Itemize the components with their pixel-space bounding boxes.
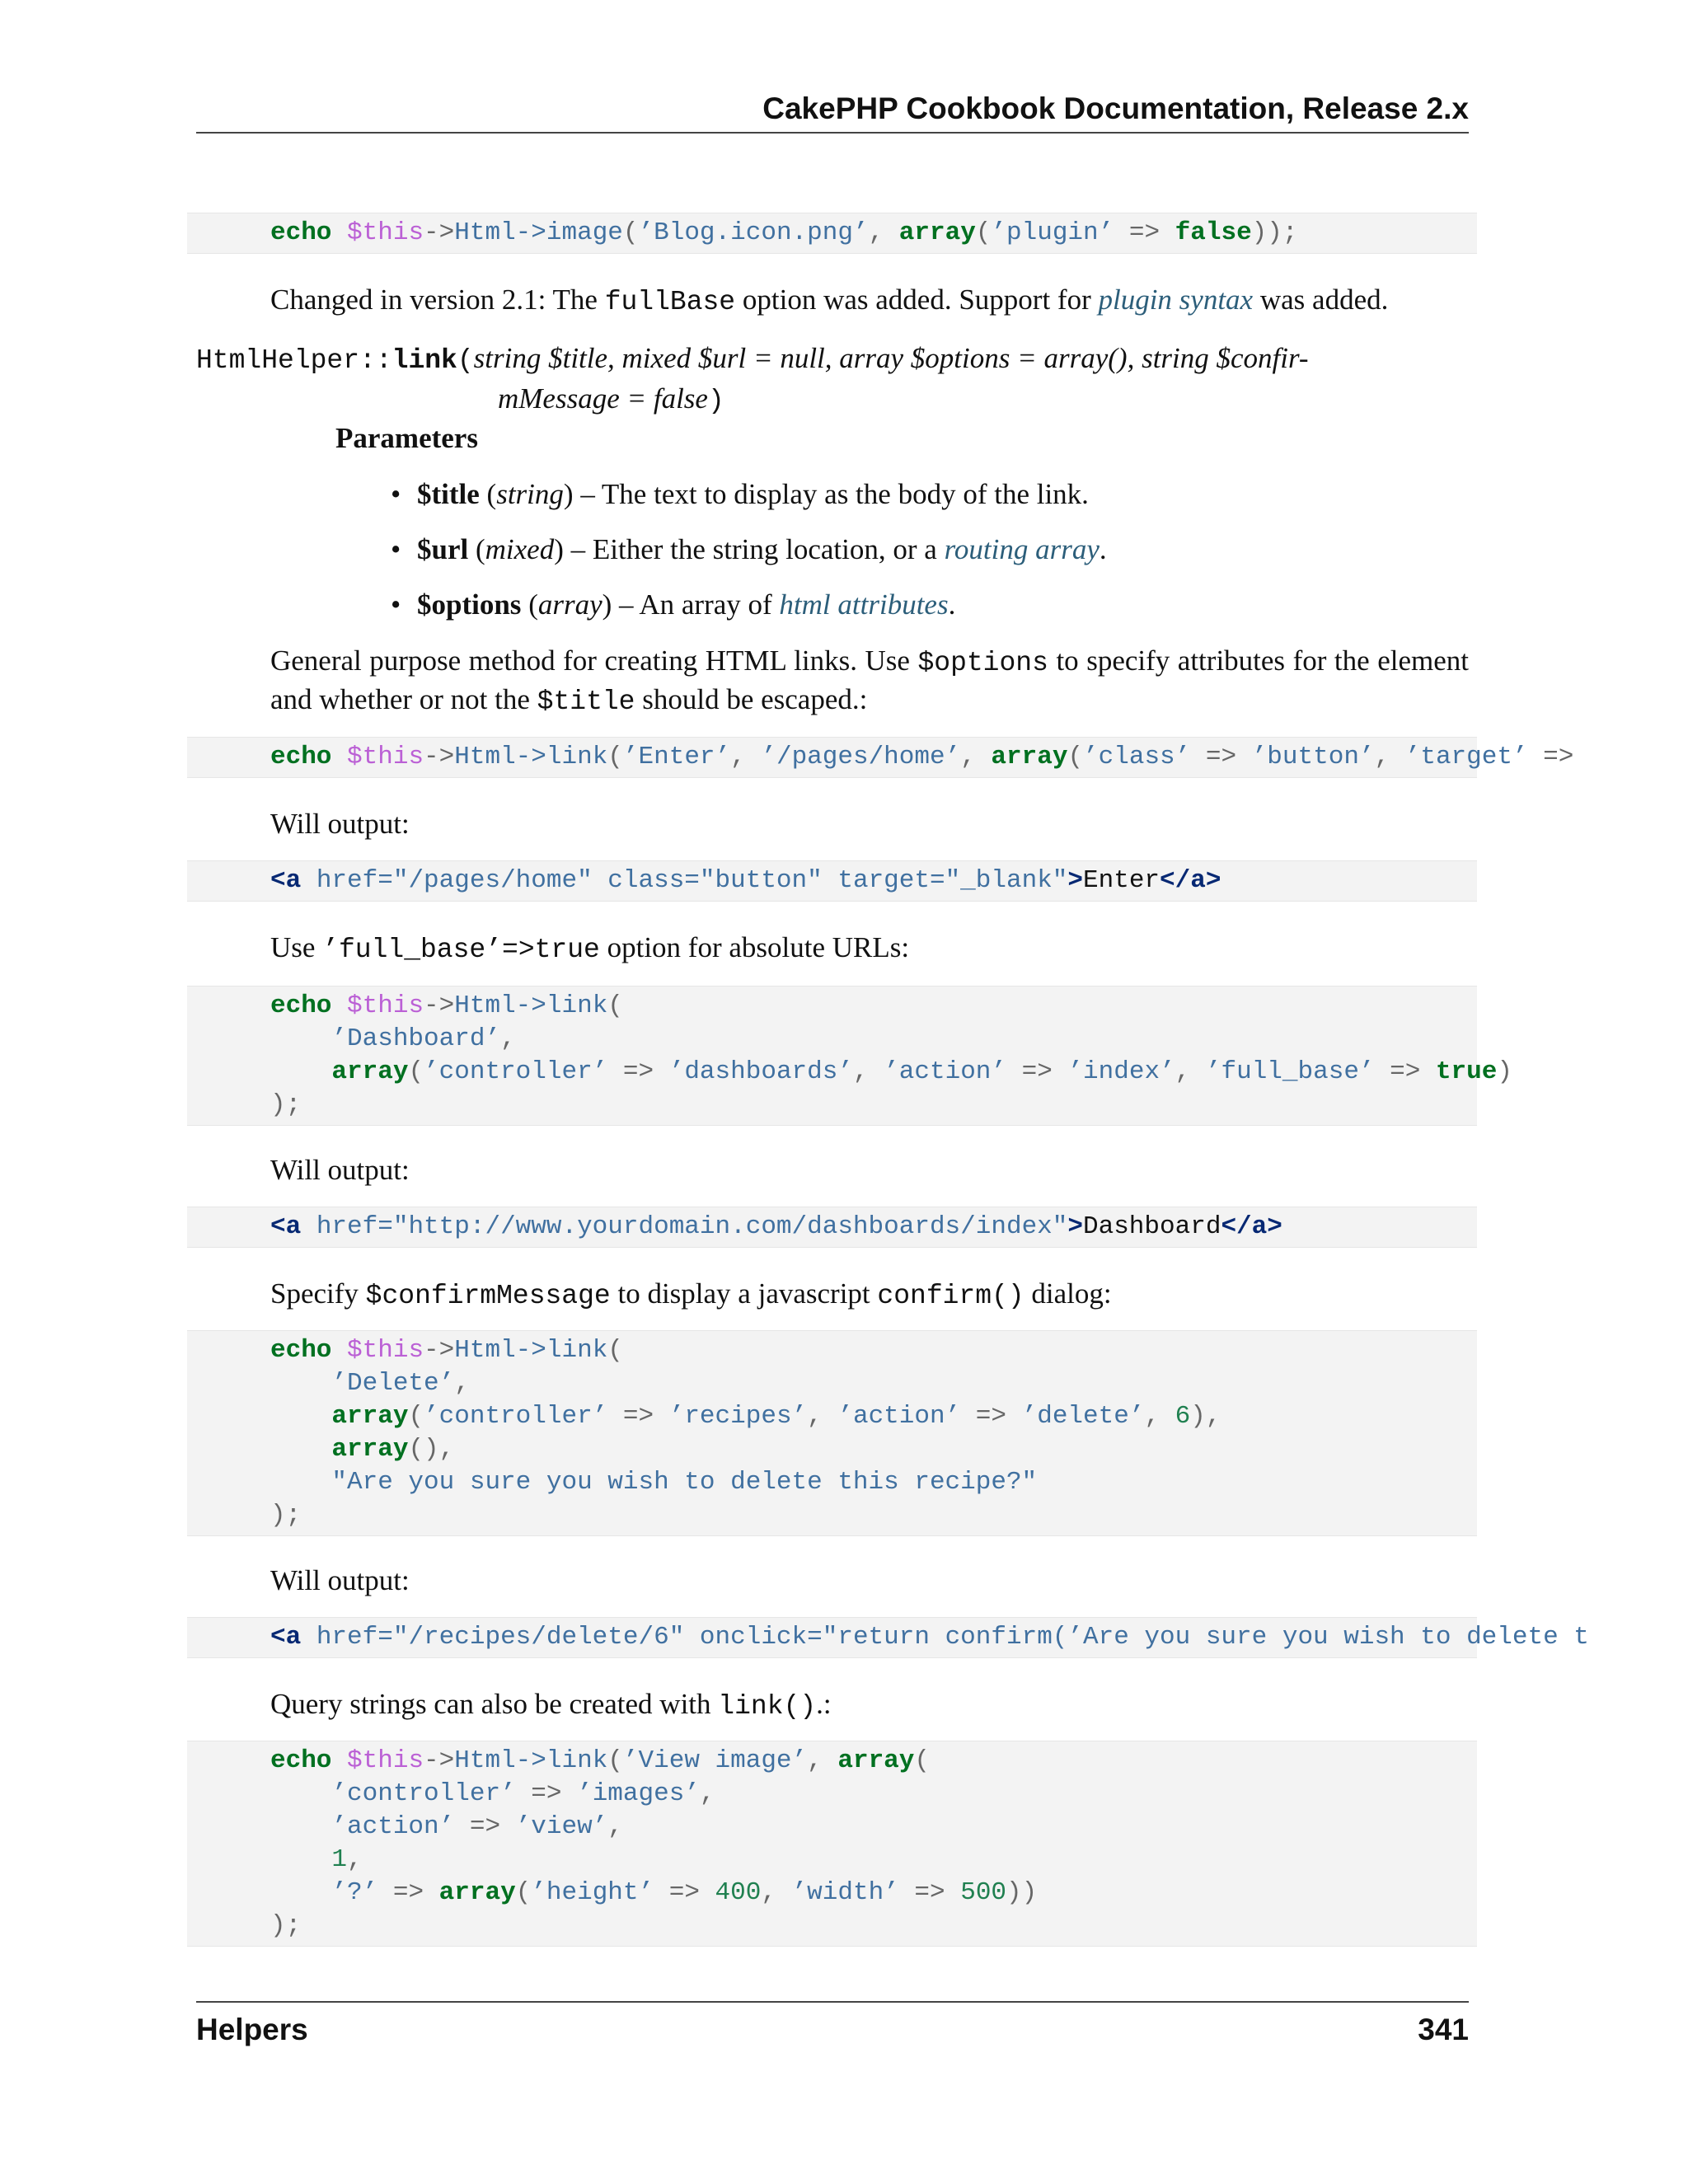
code-token: target="_blank" [837, 866, 1068, 895]
plugin-syntax-link[interactable]: plugin syntax [1098, 284, 1254, 316]
code-token: ’class’ [1083, 743, 1191, 771]
confirm-text-b: to display a javascript [610, 1277, 878, 1310]
code-token: , [852, 1057, 884, 1086]
param-type: mixed [485, 533, 555, 565]
code-token: ( [914, 1746, 930, 1775]
param-end: . [948, 588, 956, 621]
code-line [270, 1466, 1477, 1499]
code-line [270, 1023, 1477, 1056]
code-token: , [500, 1024, 516, 1053]
code-token: onclick="return confirm(’Are you sure you wish to delete t [699, 1623, 1589, 1652]
code-token: ); [270, 1501, 302, 1530]
code-token: ’delete’ [1021, 1402, 1145, 1431]
code-token: 1 [331, 1845, 348, 1874]
code-token: ’plugin’ [991, 218, 1114, 247]
code-token: => [1190, 743, 1252, 771]
code-token: href="http://www.yourdomain.com/dashboards/index" [316, 1212, 1068, 1241]
will-output-1: Will output: [270, 808, 410, 840]
code-token: -> [424, 218, 455, 247]
code-token: => [377, 1878, 439, 1907]
code-token: Enter [1083, 866, 1160, 895]
param-url: • $url (mixed) – Either the string location, or a routing array. [417, 532, 1107, 568]
code-token: ’Delete’ [331, 1369, 455, 1398]
code-token: Dashboard [1083, 1212, 1221, 1241]
signature-close-paren: ) [707, 386, 724, 416]
code-token: , [960, 743, 992, 771]
confirm-text-c: dialog: [1024, 1277, 1112, 1310]
code-token: ( [607, 1336, 623, 1365]
code-token: ’width’ [791, 1878, 899, 1907]
code-token: ( [622, 218, 639, 247]
code-line [270, 741, 1574, 774]
query-text-a: Query strings can also be created with [270, 1688, 719, 1720]
code-token: $this [347, 218, 424, 247]
code-token: Html->link [454, 991, 608, 1020]
code-line [270, 1844, 1477, 1877]
code-token: ( [408, 1057, 424, 1086]
code-token: $this [347, 743, 424, 771]
param-title: • $title (string) – The text to display as the body of the link. [417, 476, 1089, 513]
code-token: ’?’ [331, 1878, 378, 1907]
link-func-code: link() [718, 1691, 817, 1722]
code-token: ); [270, 1090, 302, 1119]
fullbase-code: fullBase [604, 287, 736, 317]
code-token [270, 1435, 331, 1464]
code-token: ’action’ [331, 1812, 455, 1841]
code-token: ’images’ [577, 1779, 700, 1808]
code-token: , [699, 1779, 715, 1808]
code-line [270, 1334, 1477, 1367]
code-token: => [1527, 743, 1574, 771]
code-line [270, 1499, 1477, 1532]
confirm-message-code: $confirmMessage [365, 1281, 611, 1311]
page-footer [196, 2001, 1469, 2057]
signature-class: HtmlHelper:: [196, 345, 392, 376]
document-title: CakePHP Cookbook Documentation, Release 2.x [762, 91, 1469, 125]
code-token: ( [607, 1746, 623, 1775]
code-token [593, 866, 608, 895]
code-line [270, 1367, 1477, 1400]
code-token: , [607, 1812, 623, 1841]
code-token: -> [424, 743, 455, 771]
code-token [270, 1024, 331, 1053]
code-line [270, 1621, 1589, 1654]
code-token: ’target’ [1404, 743, 1528, 771]
code-line [270, 1745, 1477, 1778]
code-token: ’Blog.icon.png’ [638, 218, 869, 247]
code-token: echo [270, 743, 332, 771]
changed-note [270, 282, 1469, 321]
general-text-b: to specify attributes for the element and whether or not the [270, 644, 1469, 715]
code-token: $this [347, 1336, 424, 1365]
code-token: => [607, 1402, 669, 1431]
code-line [270, 1877, 1477, 1910]
code-line [270, 1811, 1477, 1844]
code-block-output-enter [187, 860, 1477, 902]
code-token: ’/pages/home’ [761, 743, 961, 771]
code-token: ’action’ [884, 1057, 1007, 1086]
code-token: ’view’ [515, 1812, 608, 1841]
code-token: "Are you sure you wish to delete this recipe?" [331, 1468, 1038, 1497]
code-token: </a> [1221, 1212, 1282, 1241]
code-token: array [331, 1402, 409, 1431]
code-token: > [1067, 866, 1084, 895]
code-token: ( [975, 218, 992, 247]
code-token: echo [270, 218, 332, 247]
general-text-c: should be escaped.: [635, 683, 868, 715]
code-block-output-dashboard [187, 1207, 1477, 1248]
param-type: array [537, 588, 603, 621]
code-line [270, 990, 1477, 1023]
param-type: string [496, 478, 564, 510]
full-base-code: ’full_base’=>true [322, 935, 600, 965]
code-token: ( [408, 1402, 424, 1431]
code-token [301, 1623, 316, 1652]
code-line [270, 1211, 1477, 1244]
code-block-image-plugin [187, 213, 1477, 254]
code-token [331, 1336, 347, 1365]
code-token: 400 [715, 1878, 762, 1907]
code-token [270, 1057, 331, 1086]
code-token [331, 1746, 347, 1775]
code-token: true [1435, 1057, 1498, 1086]
code-token: (), [408, 1435, 455, 1464]
code-token: $this [347, 1746, 424, 1775]
code-token: ’Dashboard’ [331, 1024, 501, 1053]
code-token: ( [1067, 743, 1084, 771]
confirm-func-code: confirm() [877, 1281, 1025, 1311]
code-token: ’Enter’ [622, 743, 731, 771]
confirm-paragraph [270, 1276, 1469, 1315]
code-token: ’height’ [531, 1878, 654, 1907]
code-token: => [1006, 1057, 1068, 1086]
code-token: ’dashboards’ [668, 1057, 853, 1086]
code-token: $this [347, 991, 424, 1020]
code-token: class="button" [607, 866, 823, 895]
code-token: => [960, 1402, 1022, 1431]
code-token: <a [270, 1623, 302, 1652]
code-block-delete [187, 1330, 1477, 1536]
html-attributes-link[interactable]: html attributes [779, 588, 949, 621]
parameters-heading: Parameters [335, 422, 478, 454]
code-token [684, 1623, 700, 1652]
page-number: 341 [1418, 2013, 1469, 2046]
code-token: echo [270, 1746, 332, 1775]
code-token: ( [515, 1878, 532, 1907]
code-token: ’controller’ [331, 1779, 516, 1808]
code-token: => [898, 1878, 961, 1907]
code-line [270, 1910, 1477, 1943]
code-token: ); [270, 1911, 302, 1940]
code-token [270, 1878, 331, 1907]
routing-array-link[interactable]: routing array [944, 533, 1100, 565]
code-token [331, 218, 347, 247]
code-token: Html->link [454, 1336, 608, 1365]
code-token: 500 [960, 1878, 1007, 1907]
code-token [270, 1812, 331, 1841]
full-base-paragraph [270, 930, 1469, 968]
page-header [196, 91, 1469, 134]
will-output-2: Will output: [270, 1154, 410, 1186]
code-token: => [1114, 218, 1175, 247]
code-line [270, 1778, 1477, 1811]
code-token: -> [424, 1746, 455, 1775]
code-token: ’button’ [1251, 743, 1375, 771]
method-signature [196, 340, 1469, 420]
code-token: , [1144, 1402, 1175, 1431]
code-token: )) [1006, 1878, 1038, 1907]
code-token: ’View image’ [622, 1746, 808, 1775]
code-token: array [898, 218, 976, 247]
code-token [270, 1369, 331, 1398]
code-line [270, 217, 1477, 250]
confirm-text-a: Specify [270, 1277, 366, 1310]
signature-open-paren: ( [457, 345, 474, 376]
changed-text-before: Changed in version 2.1: The [270, 284, 605, 316]
code-token: -> [424, 991, 455, 1020]
code-token: echo [270, 991, 332, 1020]
title-code: $title [537, 687, 635, 717]
code-token: , [454, 1369, 470, 1398]
code-token: array [331, 1057, 409, 1086]
code-token: ( [607, 991, 623, 1020]
fullbase-text-b: option for absolute URLs: [599, 931, 910, 963]
code-token: ’index’ [1067, 1057, 1175, 1086]
code-line [270, 1433, 1477, 1466]
code-token: ’action’ [837, 1402, 961, 1431]
code-token: => [515, 1779, 578, 1808]
code-token: , [761, 1878, 792, 1907]
code-token: <a [270, 1212, 302, 1241]
code-token: ’controller’ [424, 1057, 608, 1086]
code-token: array [331, 1435, 409, 1464]
code-token: , [868, 218, 899, 247]
code-line [270, 1089, 1477, 1122]
code-token: ), [1190, 1402, 1221, 1431]
code-token [331, 991, 347, 1020]
code-token: Html->image [454, 218, 623, 247]
code-block-dashboard [187, 986, 1512, 1126]
code-token: href="/pages/home" [316, 866, 593, 895]
code-token: , [807, 1746, 838, 1775]
code-token: -> [424, 1336, 455, 1365]
code-token: => [607, 1057, 669, 1086]
code-token [823, 866, 838, 895]
code-token: 6 [1175, 1402, 1191, 1431]
query-paragraph [270, 1686, 1469, 1725]
options-code: $options [917, 648, 1048, 678]
code-token: , [730, 743, 762, 771]
code-token: ’controller’ [424, 1402, 608, 1431]
code-block-link-enter [187, 737, 1574, 778]
code-line [270, 1056, 1512, 1089]
param-desc: – An array of [612, 588, 780, 621]
footer-section: Helpers [196, 2013, 308, 2046]
param-name: $url [417, 533, 469, 565]
code-token: ( [607, 743, 623, 771]
changed-text-after: was added. [1253, 284, 1389, 316]
will-output-3: Will output: [270, 1564, 410, 1596]
code-token: ) [1497, 1057, 1512, 1086]
code-token: href="/recipes/delete/6" [316, 1623, 685, 1652]
code-token [331, 743, 347, 771]
changed-text-middle: option was added. Support for [735, 284, 1099, 316]
code-token: Html->link [454, 743, 608, 771]
code-token: ’recipes’ [668, 1402, 808, 1431]
code-token: , [1374, 743, 1405, 771]
code-token: , [347, 1845, 363, 1874]
code-token: => [454, 1812, 516, 1841]
code-token: <a [270, 866, 302, 895]
code-token: , [807, 1402, 838, 1431]
param-options: • $options (array) – An array of html attributes. [417, 587, 955, 623]
param-desc: – Either the string location, or a [563, 533, 945, 565]
code-token: </a> [1160, 866, 1221, 895]
code-token [301, 1212, 316, 1241]
code-token: => [654, 1878, 715, 1907]
signature-method: link [392, 345, 457, 376]
general-purpose-paragraph [270, 643, 1469, 720]
code-token: array [991, 743, 1068, 771]
code-token: array [837, 1746, 915, 1775]
code-token: array [438, 1878, 516, 1907]
code-token: false [1175, 218, 1252, 247]
code-token: , [1175, 1057, 1206, 1086]
code-line [270, 865, 1477, 898]
param-desc: – The text to display as the body of the link. [573, 478, 1089, 510]
param-name: $options [417, 588, 522, 621]
code-token [270, 1845, 331, 1874]
code-token [301, 866, 316, 895]
code-block-query [187, 1741, 1477, 1947]
code-token [270, 1468, 331, 1497]
code-token: ’full_base’ [1205, 1057, 1375, 1086]
general-text-a: General purpose method for creating HTML links. Use [270, 644, 918, 677]
param-name: $title [417, 478, 480, 510]
code-token: )); [1251, 218, 1298, 247]
code-token: echo [270, 1336, 332, 1365]
code-token: Html->link [454, 1746, 608, 1775]
fullbase-text-a: Use [270, 931, 323, 963]
code-token [270, 1402, 331, 1431]
signature-args-line1: string $title, mixed $url = null, array $options = array(), string $confir- [473, 342, 1309, 374]
code-block-output-delete [187, 1617, 1589, 1658]
param-end: . [1099, 533, 1107, 565]
code-line [270, 1400, 1477, 1433]
code-token: > [1067, 1212, 1083, 1241]
query-text-b: .: [816, 1688, 832, 1720]
code-token [270, 1779, 331, 1808]
code-token: => [1374, 1057, 1436, 1086]
signature-args-line2: mMessage = false [498, 382, 708, 415]
